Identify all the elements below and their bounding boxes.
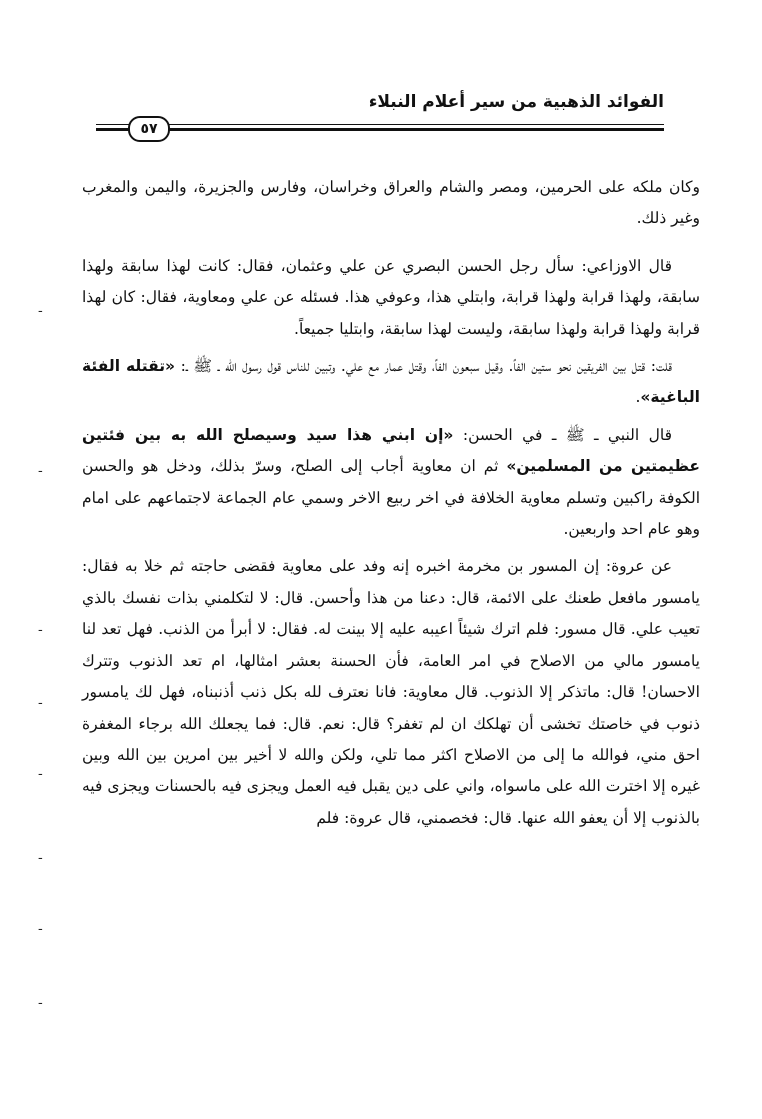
margin-mark: -	[38, 463, 43, 479]
paragraph-4	[82, 420, 700, 546]
paragraph-3	[82, 351, 700, 414]
paragraph-4-text-b: ثم ان معاوية أجاب إلى الصلح، وسرّ بذلك، ودخل هو والحسن الكوفة راكبين وتسلم معاوية الخلافة في اخر ربيع الاخر وسمي عام الجماعة لاجتماعهم على امام وهو عام احد واربعين.	[82, 457, 700, 539]
running-title: الفوائد الذهبية من سير أعلام النبلاء	[368, 92, 664, 112]
margin-mark: -	[38, 995, 43, 1011]
margin-mark: -	[38, 695, 43, 711]
paragraph-3-text-b: .	[635, 388, 641, 407]
margin-mark: -	[38, 921, 43, 937]
paragraph-1: وكان ملكه على الحرمين، ومصر والشام والعراق وخراسان، وفارس والجزيرة، واليمن والمغرب وغير ذلك.	[82, 178, 700, 228]
hadith-quote-1: «تقتله الفئة الباغية»	[82, 357, 700, 407]
page-header	[96, 86, 664, 138]
margin-mark: -	[38, 303, 43, 319]
hadith-quote-2: «إن ابني هذا سيد وسيصلح الله به بين فئتين عظيمتين من المسلمين»	[82, 425, 701, 476]
header-rule-thin	[96, 124, 664, 125]
paragraph-3-text-a: قلت: قتل بين الفريقين نحو ستين الفاً. وقيل سبعون الفاً، وقتل عمار مع علي. وتبين للناس قول رسول الله ـ ﷺ ـ:	[175, 357, 672, 376]
page-number: ٥٧	[128, 116, 170, 142]
margin-mark: -	[38, 766, 43, 782]
margin-mark: -	[38, 850, 43, 866]
margin-mark: -	[38, 622, 43, 638]
body-text	[82, 172, 700, 834]
header-rule-thick	[96, 128, 664, 131]
paragraph-4-text-a: قال النبي ـ ﷺ ـ في الحسن:	[453, 425, 672, 444]
paragraph-5: عن عروة: إن المسور بن مخرمة اخبره إنه وفد على معاوية فقضى حاجته ثم خلا به فقال: يامسور مافعل طعنك على الائمة، قال: دعنا من هذا وأحسن. قال: لا لتكلمني بذات نفسك بالذي تعيب علي. قال مسور: فلم اترك شيئاً اعيبه عليه إلا بينت له. فقال: لا أبرأ من الذنب. فهل تعد لنا يامسور مالي من الاصلاح في امر العامة، فأن الحسنة بعشر امثالها، ام تعد الذنوب وتترك الاحسان! قال: ماتذكر إلا الذنوب. قال معاوية: فانا نعترف لله بكل ذنب أذنبناه، فهل لك يامسور ذنوب في خاصتك تخشى أن تهلكك ان لم تغفر؟ قال: نعم. قال: فما يجعلك الله برجاء المغفرة احق مني، فوالله ما إلى من الاصلاح اكثر مما تلي، ولكن والله لا أخير بين امرين بين الله وبين غيره إلا اخترت الله على ماسواه، واني على دين يقبل فيه العمل ويجزى فيه بالحسنات ويجزى فيه بالذنوب إلا أن يعفو الله عنها. قال: فخصمني، قال عروة: فلم	[82, 557, 700, 827]
paragraph-2: قال الاوزاعي: سأل رجل الحسن البصري عن علي وعثمان، فقال: كانت لهذا سابقة ولهذا سابقة، ولهذا قرابة ولهذا قرابة، وابتلي هذا، وعوفي هذا. فسئله عن علي ومعاوية، فقال: كان لهذا قرابة ولهذا قرابة ولهذا سابقة، وليست لهذا سابقة، وابتليا جميعاً.	[82, 256, 700, 338]
